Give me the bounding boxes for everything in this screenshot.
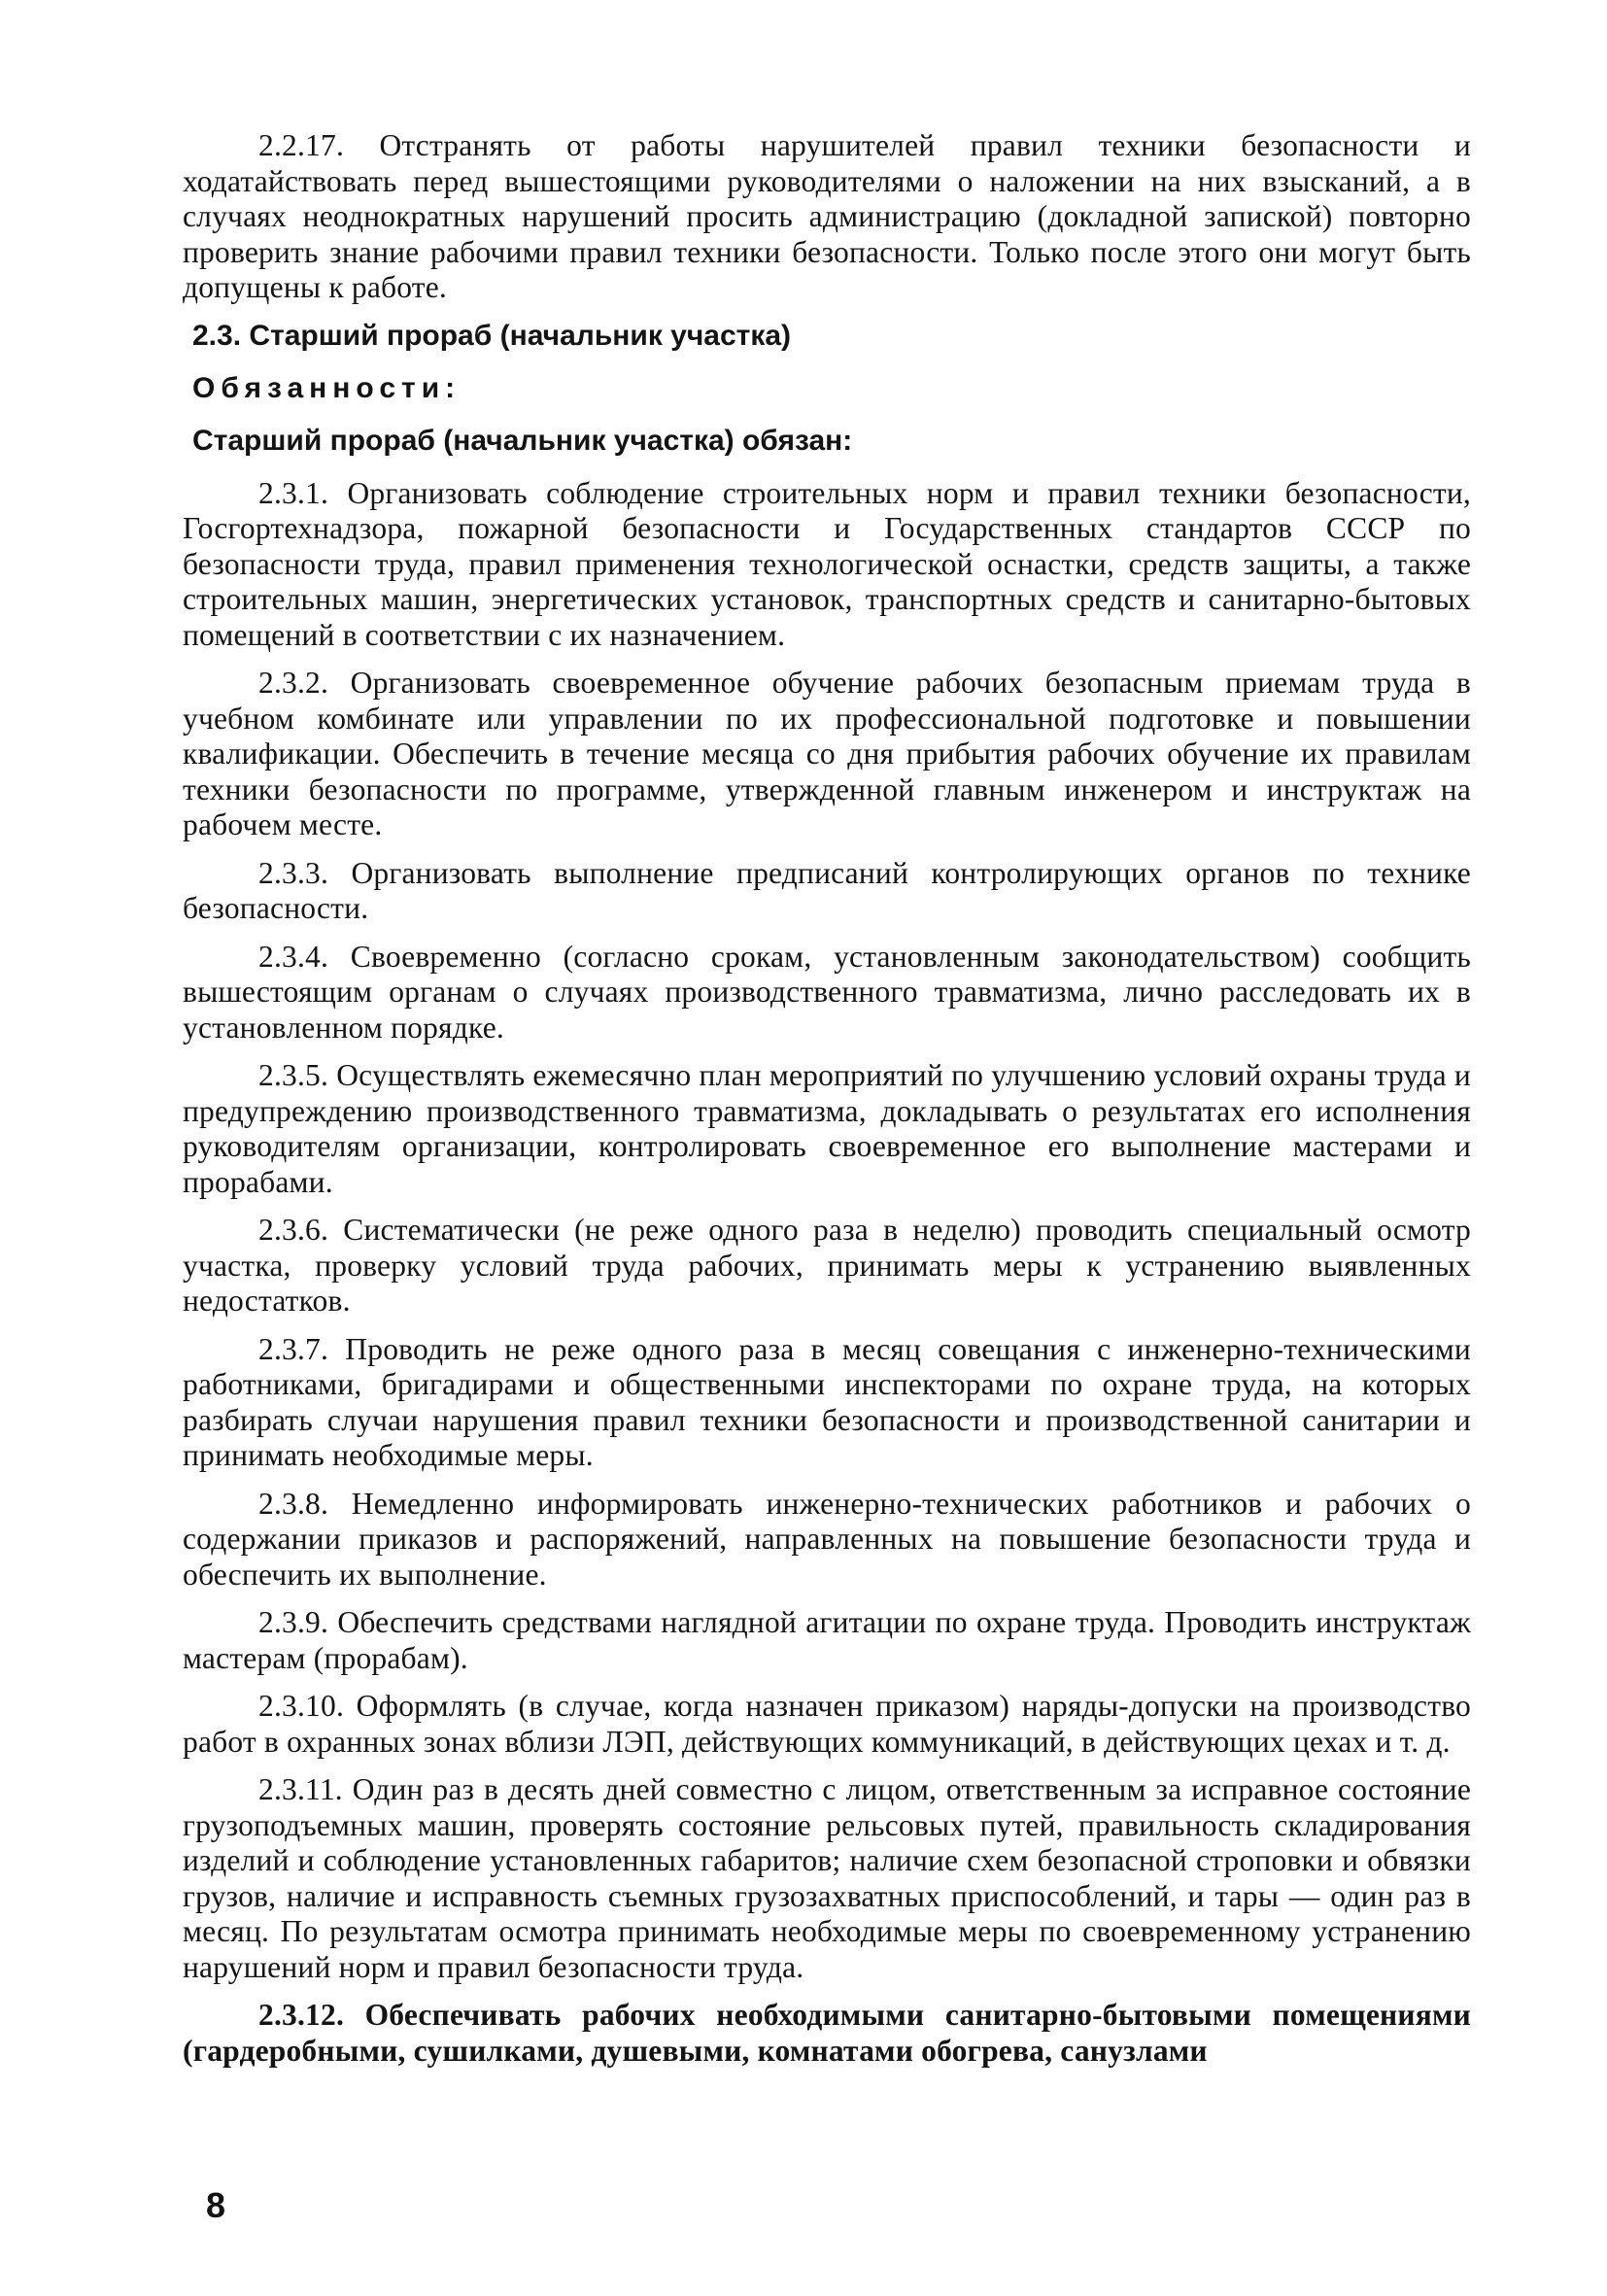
- duties-intro: Старший прораб (начальник участка) обязан:: [192, 424, 853, 457]
- paragraph-2-3-11: 2.3.11. Один раз в десять дней совместно с лицом, ответственным за исправное состояние грузоподъемных машин, проверять состояние рельсовых путей, правильность складирования изделий и соблюдение установленных габаритов; наличие схем безопасной строповки и обвязки грузов, наличие и исправность съемных грузозахватных приспособлений, и тары — один раз в месяц. По результатам осмотра принимать необходимые меры по своевременному устранению нарушений норм и правил безопасности труда.: [183, 1772, 1471, 1984]
- paragraph-2-3-3: 2.3.3. Организовать выполнение предписаний контролирующих органов по технике безопасности.: [183, 855, 1471, 925]
- paragraph-2-3-2: 2.3.2. Организовать своевременное обучение рабочих безопасным приемам труда в учебном комбинате или управлении по их профессиональной подготовке и повышении квалификации. Обеспечить в течение месяца со дня прибытия рабочих обучение их правилам техники безопасности по программе, утвержденной главным инженером и инструктаж на рабочем месте.: [183, 666, 1471, 841]
- duties-label: Обязанности:: [192, 371, 462, 404]
- document-page: [183, 128, 1471, 2081]
- page-number: 8: [206, 2185, 226, 2225]
- paragraph-2-3-5: 2.3.5. Осуществлять ежемесячно план мероприятий по улучшению условий охраны труда и предупреждению производственного травматизма, докладывать о результатах его исполнения руководителям организации, контролировать своевременное его выполнение мастерами и прорабами.: [183, 1058, 1471, 1199]
- paragraph-2-3-7: 2.3.7. Проводить не реже одного раза в месяц совещания с инженерно-техническими работниками, бригадирами и общественными инспекторами по охране труда, на которых разбирать случаи нарушения правил техники безопасности и производственной санитарии и принимать необходимые меры.: [183, 1331, 1471, 1472]
- paragraph-2-3-9: 2.3.9. Обеспечить средствами наглядной агитации по охране труда. Проводить инструктаж мастерам (прорабам).: [183, 1605, 1471, 1675]
- section-title: 2.3. Старший прораб (начальник участка): [192, 319, 792, 352]
- paragraph-2-2-17: 2.2.17. Отстранять от работы нарушителей правил техники безопасности и ходатайствовать перед вышестоящими руководителями о наложении на них взысканий, а в случаях неоднократных нарушений просить администрацию (докладной запиской) повторно проверить знание рабочими правил техники безопасности. Только после этого они могут быть допущены к работе.: [183, 128, 1471, 304]
- paragraph-2-3-8: 2.3.8. Немедленно информировать инженерно-технических работников и рабочих о содержании приказов и распоряжений, направленных на повышение безопасности труда и обеспечить их выполнение.: [183, 1486, 1471, 1592]
- paragraph-2-3-12: 2.3.12. Обеспечивать рабочих необходимыми санитарно-бытовыми помещениями (гардеробными, сушилками, душевыми, комнатами обогрева, санузлами: [183, 1998, 1471, 2068]
- paragraph-2-3-6: 2.3.6. Систематически (не реже одного раза в неделю) проводить специальный осмотр участка, проверку условий труда рабочих, принимать меры к устранению выявленных недостатков.: [183, 1213, 1471, 1318]
- paragraph-2-3-10: 2.3.10. Оформлять (в случае, когда назначен приказом) наряды-допуски на производство работ в охранных зонах вблизи ЛЭП, действующих коммуникаций, в действующих цехах и т. д.: [183, 1689, 1471, 1759]
- paragraph-2-3-4: 2.3.4. Своевременно (согласно срокам, установленным законодательством) сообщить вышестоящим органам о случаях производственного травматизма, лично расследовать их в установленном порядке.: [183, 939, 1471, 1045]
- paragraph-2-3-1: 2.3.1. Организовать соблюдение строительных норм и правил техники безопасности, Госгортехнадзора, пожарной безопасности и Государственных стандартов СССР по безопасности труда, правил применения технологической оснастки, средств защиты, а также строительных машин, энергетических установок, транспортных средств и санитарно-бытовых помещений в соответствии с их назначением.: [183, 475, 1471, 652]
